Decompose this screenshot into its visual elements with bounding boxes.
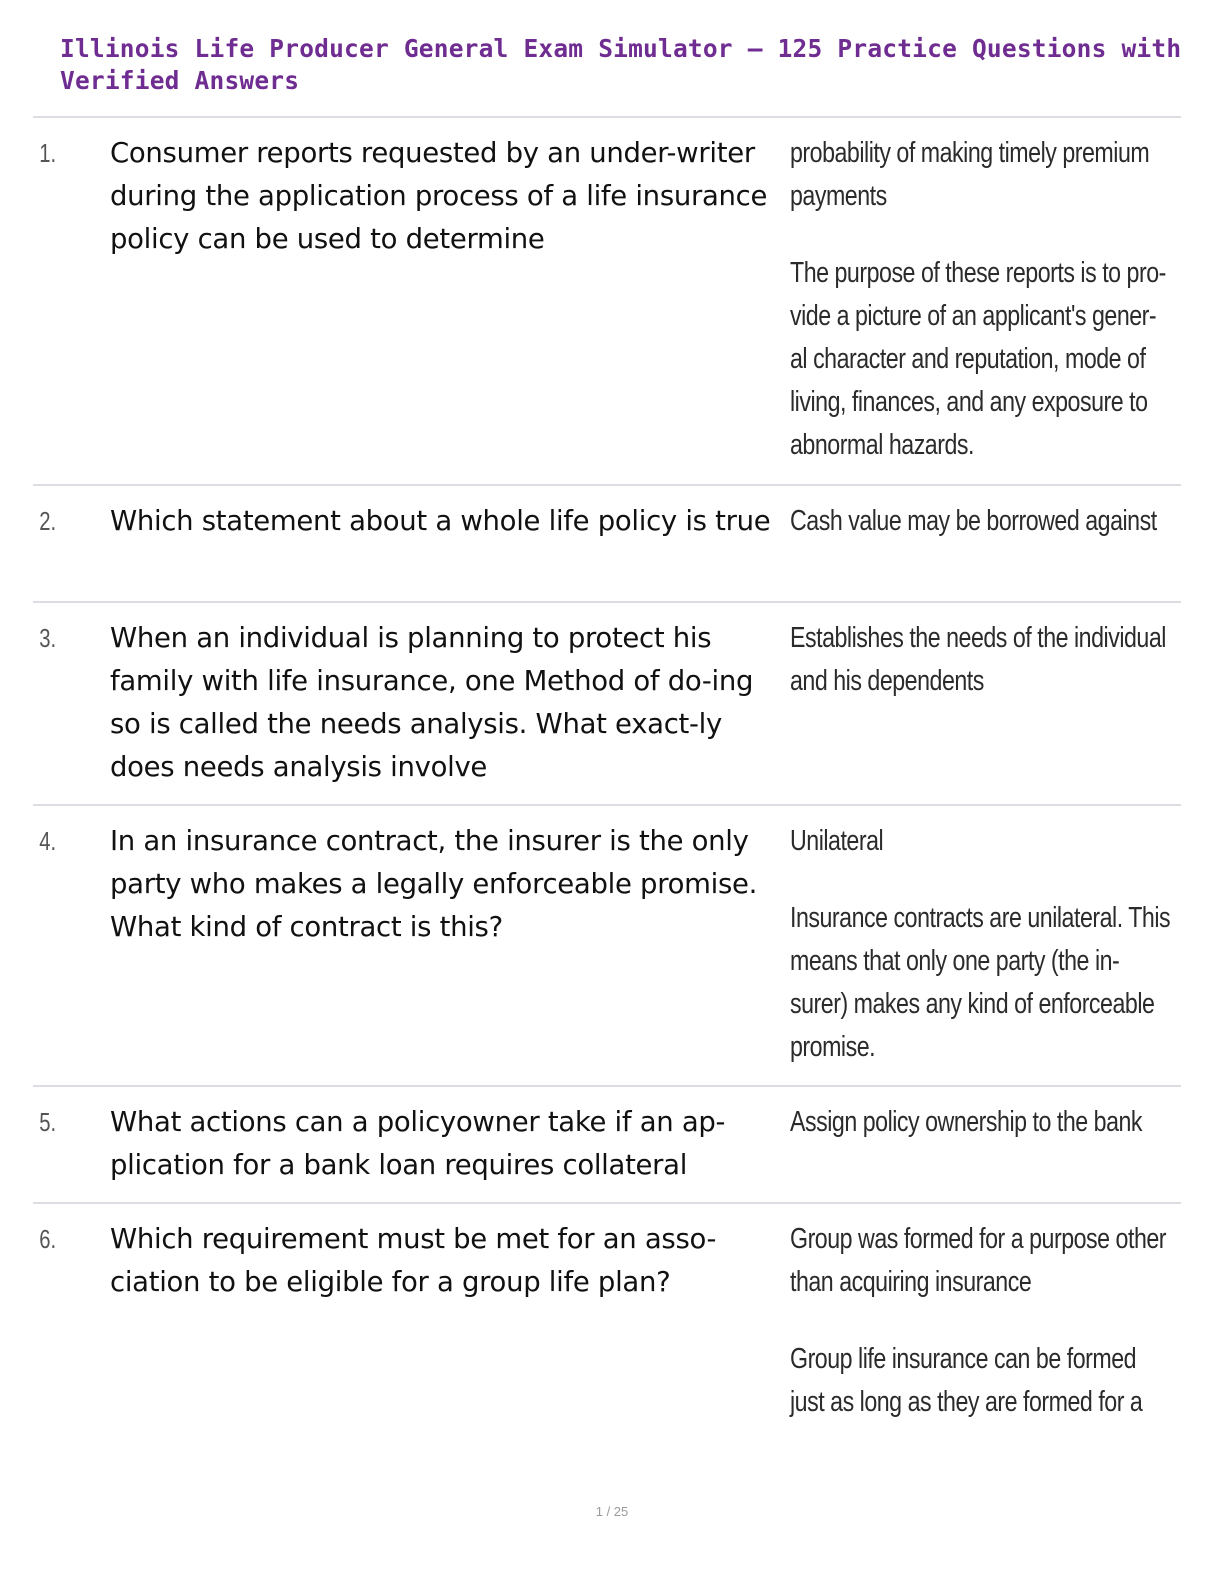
answer-column	[790, 132, 1181, 484]
question-item-1	[33, 116, 1181, 484]
question-number: 6.	[39, 1224, 57, 1254]
answer-column	[790, 820, 1181, 1085]
question-number: 3.	[39, 623, 57, 653]
question-text: Consumer reports requested by an under-writer during the application process of a life insurance policy can be used to determine	[110, 137, 768, 255]
answer-explanation: Group life insurance can be formed just as long as they are formed for a	[790, 1343, 1143, 1418]
question-item-3	[33, 601, 1181, 804]
answer-text: Unilateral	[790, 825, 884, 857]
question-text: In an insurance contract, the insurer is the only party who makes a legally enforceable promise. What kind of contract is this?	[110, 825, 758, 943]
question-item-4	[33, 804, 1181, 1085]
question-item-5	[33, 1085, 1181, 1202]
answer-text: probability of making timely premium payments	[790, 137, 1150, 212]
question-text: What actions can a policyowner take if an ap-plication for a bank loan requires collateral	[110, 1106, 726, 1181]
question-text: Which requirement must be met for an asso-ciation to be eligible for a group life plan?	[110, 1223, 717, 1298]
page-indicator: 1 / 25	[595, 1504, 629, 1519]
question-list	[33, 116, 1181, 1462]
answer-column	[790, 1218, 1181, 1462]
question-text: When an individual is planning to protect his family with life insurance, one Method of do-ing so is called the needs analysis. What exact-ly does needs analysis involve	[110, 622, 754, 783]
question-item-2	[33, 484, 1181, 601]
question-number: 1.	[39, 138, 57, 168]
answer-column	[790, 1101, 1181, 1202]
question-number: 2.	[39, 506, 57, 536]
question-item-6	[33, 1202, 1181, 1462]
question-number: 5.	[39, 1107, 57, 1137]
answer-explanation: Insurance contracts are unilateral. This means that only one party (the in-surer) makes any kind of enforceable promise.	[790, 902, 1171, 1063]
answer-text: Group was formed for a purpose other than acquiring insurance	[790, 1223, 1167, 1298]
answer-explanation: The purpose of these reports is to pro-vide a picture of an applicant's gener-al character and reputation, mode of living, finances, and any exposure to abnormal hazards.	[790, 257, 1166, 461]
answer-text: Assign policy ownership to the bank	[790, 1106, 1143, 1138]
question-number: 4.	[39, 826, 57, 856]
question-text: Which statement about a whole life policy is true	[110, 505, 771, 537]
answer-column	[790, 500, 1181, 601]
answer-column	[790, 617, 1181, 804]
answer-text: Cash value may be borrowed against	[790, 505, 1157, 537]
answer-text: Establishes the needs of the individual and his dependents	[790, 622, 1166, 697]
document-title: Illinois Life Producer General Exam Simulator – 125 Practice Questions with Verified Answers	[60, 34, 1182, 95]
